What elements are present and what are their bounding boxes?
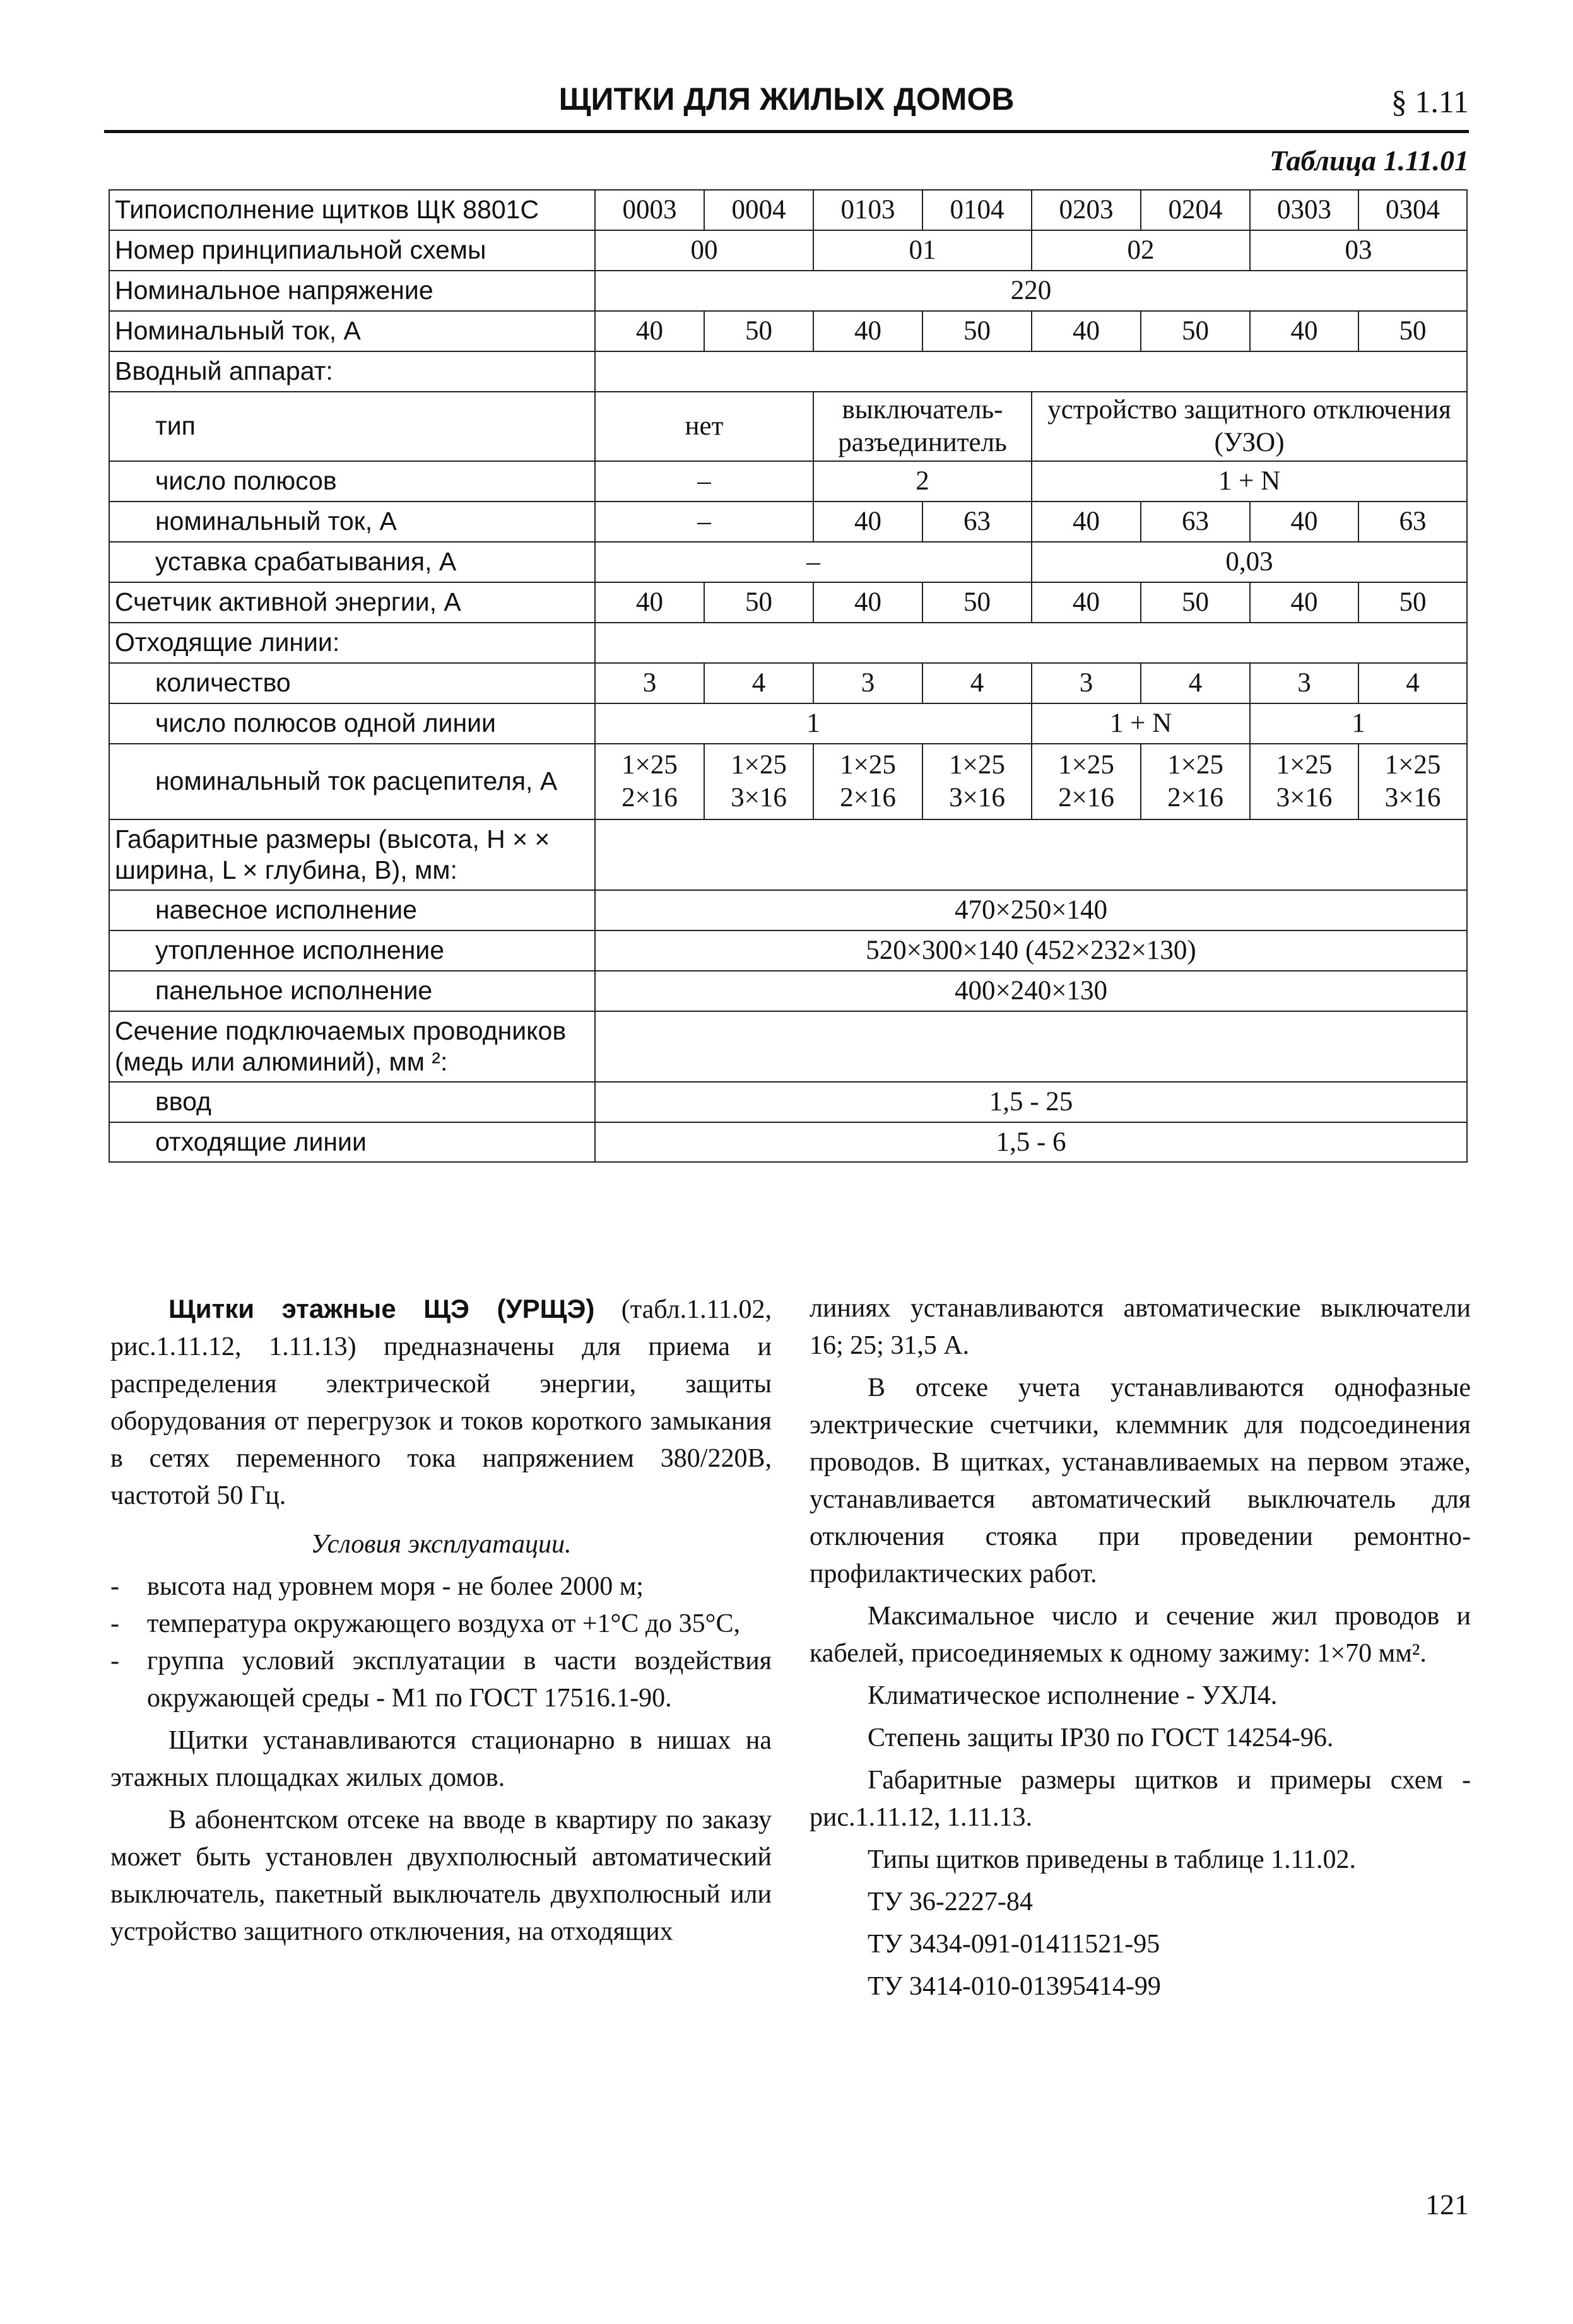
table-cell: 50 <box>704 582 813 623</box>
row-label: отходящие линии <box>109 1122 595 1162</box>
cell-line: 1×25 <box>949 750 1005 780</box>
table-cell: 40 <box>813 502 922 542</box>
table-cell: 40 <box>813 582 922 623</box>
table-cell: 50 <box>1141 311 1250 351</box>
table-cell: 00 <box>595 230 813 271</box>
table-cell: 63 <box>922 502 1032 542</box>
cell-line: 1×25 <box>1167 750 1223 780</box>
paragraph: В абонентском отсеке на вводе в квартиру по заказу может быть установлен двухполюсный автоматический выключатель, пакетный выключатель двухполюсный или устройство защитного отключения, на отходящих <box>110 1805 772 1946</box>
cell-line: 1×25 <box>840 750 896 780</box>
table-cell: 0,03 <box>1032 542 1467 582</box>
table-cell: 40 <box>1032 582 1141 623</box>
table-cell: 40 <box>1250 311 1358 351</box>
paragraph: Степень защиты IP30 по ГОСТ 14254-96. <box>868 1723 1334 1752</box>
table-row <box>109 930 1467 971</box>
table-cell: 4 <box>922 663 1032 703</box>
row-label: панельное исполнение <box>109 971 595 1011</box>
table-cell: 1 <box>595 703 1032 744</box>
paragraph: В отсеке учета устанавливаются однофазные электрические счетчики, клеммник для подсоединения проводов. В щитках, устанавливаемых на первом этаже, устанавливается автоматический выключатель для отключения стояка при проведении ремонтно-профилактических работ. <box>810 1373 1471 1588</box>
cell-line: 2×16 <box>1167 783 1223 813</box>
table-cell: 400×240×130 <box>595 971 1467 1011</box>
text-column-left <box>110 1290 772 1956</box>
table-row <box>109 623 1467 663</box>
table-cell: 0204 <box>1141 190 1250 230</box>
row-label: ввод <box>109 1082 595 1122</box>
table-cell: 1,5 - 6 <box>595 1122 1467 1162</box>
table-cell: 4 <box>704 663 813 703</box>
table-row <box>109 230 1467 271</box>
table-cell: 1 <box>1250 703 1467 744</box>
table-cell: устройство защитного отключения (УЗО) <box>1032 392 1467 461</box>
cell-line: 2×16 <box>840 783 896 813</box>
table-cell: 2 <box>813 461 1032 502</box>
table-cell: 220 <box>595 271 1467 311</box>
table-row <box>109 1122 1467 1162</box>
table-cell: 40 <box>813 311 922 351</box>
table-cell <box>595 819 1467 890</box>
row-label: навесное исполнение <box>109 890 595 930</box>
bullet-dash: - <box>110 1572 119 1601</box>
paragraph: линиях устанавливаются автоматические выключатели 16; 25; 31,5 А. <box>810 1294 1471 1360</box>
table-cell: 3 <box>595 663 704 703</box>
table-cell: 02 <box>1032 230 1250 271</box>
paragraph: Габаритные размеры щитков и примеры схем - рис.1.11.12, 1.11.13. <box>810 1766 1471 1832</box>
table-cell <box>1358 744 1467 819</box>
paragraph: ТУ 3414-010-01395414-99 <box>868 1972 1161 2001</box>
spec-table <box>109 189 1468 1163</box>
table-row <box>109 542 1467 582</box>
cell-line: 1×25 <box>1276 750 1333 780</box>
table-cell <box>595 744 704 819</box>
table-cell: 0304 <box>1358 190 1467 230</box>
table-cell: 40 <box>595 582 704 623</box>
table-cell: 40 <box>1032 311 1141 351</box>
table-cell: 0303 <box>1250 190 1358 230</box>
running-header: ЩИТКИ ДЛЯ ЖИЛЫХ ДОМОВ <box>558 81 1015 117</box>
table-cell: нет <box>595 392 813 461</box>
table-cell <box>1141 744 1250 819</box>
section-number: § 1.11 <box>1391 84 1469 119</box>
table-cell: 1 + N <box>1032 703 1250 744</box>
table-row <box>109 663 1467 703</box>
conditions-list <box>110 1568 772 1717</box>
table-cell: 63 <box>1358 502 1467 542</box>
table-row <box>109 351 1467 392</box>
row-label: утопленное исполнение <box>109 930 595 971</box>
table-row <box>109 461 1467 502</box>
row-label: номинальный ток расцепителя, А <box>109 744 595 819</box>
table-row <box>109 819 1467 890</box>
row-label: число полюсов одной линии <box>109 703 595 744</box>
table-cell: 40 <box>1250 502 1358 542</box>
list-item <box>110 1643 772 1717</box>
table-cell: – <box>595 502 813 542</box>
table-cell <box>1250 744 1358 819</box>
table-cell: 3 <box>813 663 922 703</box>
table-cell: 520×300×140 (452×232×130) <box>595 930 1467 971</box>
table-row <box>109 582 1467 623</box>
paragraph: Максимальное число и сечение жил проводов и кабелей, присоединяемых к одному зажиму: 1×70 мм². <box>810 1602 1471 1668</box>
table-cell: 0104 <box>922 190 1032 230</box>
table-cell: 3 <box>1032 663 1141 703</box>
row-label: Типоисполнение щитков ЩК 8801С <box>109 190 595 230</box>
table-cell: 50 <box>704 311 813 351</box>
paragraph: Щитки устанавливаются стационарно в нишах на этажных площадках жилых домов. <box>110 1726 772 1792</box>
row-label: количество <box>109 663 595 703</box>
row-label: Вводный аппарат: <box>109 351 595 392</box>
cell-line: 3×16 <box>731 783 787 813</box>
list-item <box>110 1605 772 1643</box>
table-cell <box>595 623 1467 663</box>
paragraph-text: (табл.1.11.02, рис.1.11.12, 1.11.13) предназначены для приема и распределения электрической энергии, защиты оборудования от перегрузок и токов короткого замыкания в сетях переменного тока напряжением 380/220В, частотой 50 Гц. <box>110 1295 772 1510</box>
cell-line: 3×16 <box>1276 783 1333 813</box>
table-cell: – <box>595 461 813 502</box>
cell-line: 2×16 <box>622 783 678 813</box>
cell-line: 1×25 <box>622 750 678 780</box>
table-row <box>109 271 1467 311</box>
table-cell: 40 <box>595 311 704 351</box>
table-cell: – <box>595 542 1032 582</box>
table-cell: 50 <box>1358 311 1467 351</box>
table-cell: 40 <box>1032 502 1141 542</box>
table-cell: 01 <box>813 230 1032 271</box>
table-row <box>109 502 1467 542</box>
table-cell: 50 <box>922 311 1032 351</box>
table-cell <box>1032 744 1141 819</box>
table-cell: выключатель-разъединитель <box>813 392 1032 461</box>
lead-term: Щитки этажные ЩЭ (УРЩЭ) <box>168 1294 595 1323</box>
row-label: Сечение подключаемых проводников (медь или алюминий), мм ²: <box>109 1011 595 1082</box>
table-cell: 03 <box>1250 230 1467 271</box>
page-number: 121 <box>1425 2188 1469 2221</box>
table-cell: 1 + N <box>1032 461 1467 502</box>
cell-line: 1×25 <box>1384 750 1441 780</box>
table-row <box>109 1082 1467 1122</box>
row-label: Отходящие линии: <box>109 623 595 663</box>
bullet-dash: - <box>110 1646 119 1676</box>
paragraph: ТУ 3434-091-01411521-95 <box>868 1930 1160 1959</box>
table-cell: 50 <box>1358 582 1467 623</box>
table-cell: 0003 <box>595 190 704 230</box>
table-cell <box>704 744 813 819</box>
table-cell: 0203 <box>1032 190 1141 230</box>
list-item <box>110 1568 772 1605</box>
table-cell <box>813 744 922 819</box>
row-label: номинальный ток, А <box>109 502 595 542</box>
row-label: Счетчик активной энергии, А <box>109 582 595 623</box>
table-row <box>109 971 1467 1011</box>
list-item-text: группа условий эксплуатации в части воздействия окружающей среды - М1 по ГОСТ 17516.1-90. <box>147 1646 772 1713</box>
table-row <box>109 1011 1467 1082</box>
list-item-text: высота над уровнем моря - не более 2000 м; <box>147 1572 644 1601</box>
text-column-right <box>810 1290 1471 2010</box>
row-label: Номинальный ток, А <box>109 311 595 351</box>
table-cell <box>595 351 1467 392</box>
table-cell: 4 <box>1358 663 1467 703</box>
row-label: Номер принципиальной схемы <box>109 230 595 271</box>
list-item-text: температура окружающего воздуха от +1°С до 35°С, <box>147 1609 740 1638</box>
table-cell: 50 <box>1141 582 1250 623</box>
table-caption: Таблица 1.11.01 <box>1270 144 1469 177</box>
table-cell: 63 <box>1141 502 1250 542</box>
paragraph: Климатическое исполнение - УХЛ4. <box>868 1681 1278 1710</box>
row-label: уставка срабатывания, А <box>109 542 595 582</box>
cell-line: 1×25 <box>1058 750 1114 780</box>
paragraph: ТУ 36-2227-84 <box>868 1887 1033 1916</box>
row-label: Номинальное напряжение <box>109 271 595 311</box>
table-cell <box>922 744 1032 819</box>
table-row <box>109 890 1467 930</box>
conditions-heading: Условия эксплуатации. <box>310 1530 572 1559</box>
row-label: число полюсов <box>109 461 595 502</box>
bullet-dash: - <box>110 1609 119 1638</box>
table-cell: 0103 <box>813 190 922 230</box>
table-cell: 1,5 - 25 <box>595 1082 1467 1122</box>
table-row <box>109 703 1467 744</box>
table-row <box>109 744 1467 819</box>
table-cell: 0004 <box>704 190 813 230</box>
cell-line: 1×25 <box>731 750 787 780</box>
table-cell: 3 <box>1250 663 1358 703</box>
table-row <box>109 311 1467 351</box>
paragraph <box>110 1290 772 1515</box>
row-label: тип <box>109 392 595 461</box>
cell-line: 3×16 <box>1384 783 1441 813</box>
table-cell: 50 <box>922 582 1032 623</box>
table-row <box>109 190 1467 230</box>
header-rule <box>104 130 1469 133</box>
table-cell: 4 <box>1141 663 1250 703</box>
cell-line: 2×16 <box>1058 783 1114 813</box>
paragraph: Типы щитков приведены в таблице 1.11.02. <box>868 1845 1357 1874</box>
table-cell <box>595 1011 1467 1082</box>
cell-line: 3×16 <box>949 783 1005 813</box>
table-cell: 40 <box>1250 582 1358 623</box>
table-cell: 470×250×140 <box>595 890 1467 930</box>
table-row <box>109 392 1467 461</box>
row-label: Габаритные размеры (высота, Н × × ширина, L × глубина, В), мм: <box>109 819 595 890</box>
